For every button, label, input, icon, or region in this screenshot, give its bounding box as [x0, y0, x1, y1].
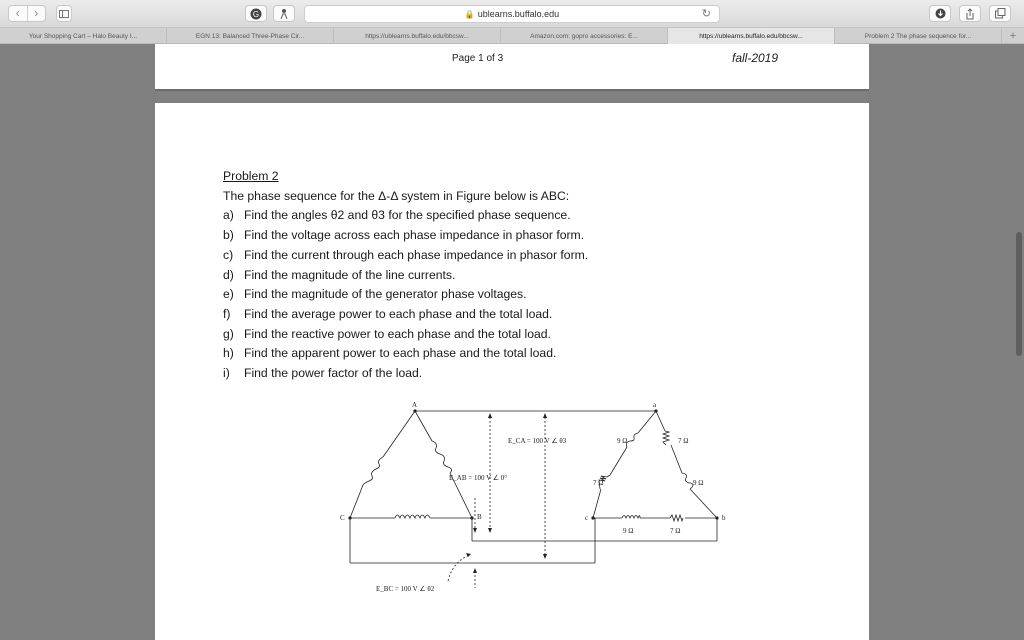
problem-intro: The phase sequence for the Δ-Δ system in Figure below is ABC: [223, 188, 570, 203]
node-a-label: a [653, 401, 657, 409]
tabs-overview-icon[interactable] [989, 5, 1011, 22]
node-A-label: A [412, 401, 418, 409]
extension-g-icon[interactable] [245, 5, 267, 22]
forward-icon[interactable]: › [27, 6, 46, 21]
back-icon[interactable]: ‹ [15, 6, 20, 20]
list-item: f) Find the average power to each phase and the total load. [223, 306, 553, 321]
resistor-label-9-bottom: 9 Ω [623, 527, 634, 535]
page-number: Page 1 of 3 [452, 53, 504, 64]
list-item: e) Find the magnitude of the generator phase voltages. [223, 287, 527, 302]
sidebar-icon[interactable] [56, 5, 72, 22]
lock-icon: 🔒 [464, 9, 475, 19]
pdf-page-2 [155, 103, 869, 640]
scrollbar[interactable] [1016, 232, 1022, 356]
share-icon[interactable] [959, 5, 981, 22]
tab-ublearns-2[interactable]: https://ublearns.buffalo.edu/bbcsw... [668, 28, 835, 44]
node-B-label: B [477, 513, 482, 521]
tab-shopping-cart[interactable]: Your Shopping Cart – Halo Beauty I... [0, 28, 167, 44]
eab-label: E_AB = 100 V ∠ 0° [449, 474, 508, 482]
list-item: g) Find the reactive power to each phase and the total load. [223, 326, 551, 341]
resistor-label-7-top: 7 Ω [678, 437, 689, 445]
list-item: c) Find the current through each phase impedance in phasor form. [223, 247, 589, 262]
list-item: h) Find the apparent power to each phase and the total load. [223, 346, 557, 361]
term-label: fall-2019 [732, 51, 779, 65]
downloads-icon[interactable] [929, 5, 951, 22]
address-bar[interactable] [304, 5, 720, 23]
tab-bar [0, 28, 1024, 44]
resistor-label-7-left: 7 Ω [593, 479, 604, 487]
ebc-label: E_BC = 100 V ∠ θ2 [376, 585, 435, 593]
reload-icon[interactable]: ↻ [701, 8, 711, 20]
list-item: i) Find the power factor of the load. [223, 366, 423, 381]
address-text: ublearns.buffalo.edu [477, 9, 560, 19]
circuit-diagram [340, 401, 726, 603]
resistor-label-9-left: 9 Ω [617, 437, 628, 445]
tab-amazon[interactable]: Amazon.com: gopro accessories: E... [501, 28, 668, 44]
resistor-label-9-right: 9 Ω [693, 479, 704, 487]
node-C-label: C [340, 514, 345, 522]
list-item: b) Find the voltage across each phase impedance in phasor form. [223, 228, 585, 243]
list-item: a) Find the angles θ2 and θ3 for the specified phase sequence. [223, 208, 571, 223]
node-c-label: c [585, 514, 589, 522]
node-b-label: b [722, 514, 726, 522]
resistor-label-7-bottom: 7 Ω [670, 527, 681, 535]
pdf-page-1 [155, 44, 869, 91]
tab-ublearns-1[interactable]: https://ublearns.buffalo.edu/bbcsw... [334, 28, 501, 44]
problem-text [223, 167, 588, 384]
svg-text:G: G [252, 9, 260, 19]
eca-label: E_CA = 100 V ∠ θ3 [508, 437, 567, 445]
tab-egn13[interactable]: EGN 13: Balanced Three-Phase Cir... [167, 28, 334, 44]
new-tab-icon[interactable]: + [1009, 30, 1017, 42]
problem-heading: Problem 2 [223, 169, 279, 183]
tab-problem-2[interactable]: Problem 2 The phase sequence for... [835, 28, 1002, 44]
browser-toolbar [0, 0, 1024, 28]
list-item: d) Find the magnitude of the line currents. [223, 267, 456, 282]
nav-buttons [8, 5, 46, 22]
extension-person-icon[interactable] [273, 5, 295, 22]
